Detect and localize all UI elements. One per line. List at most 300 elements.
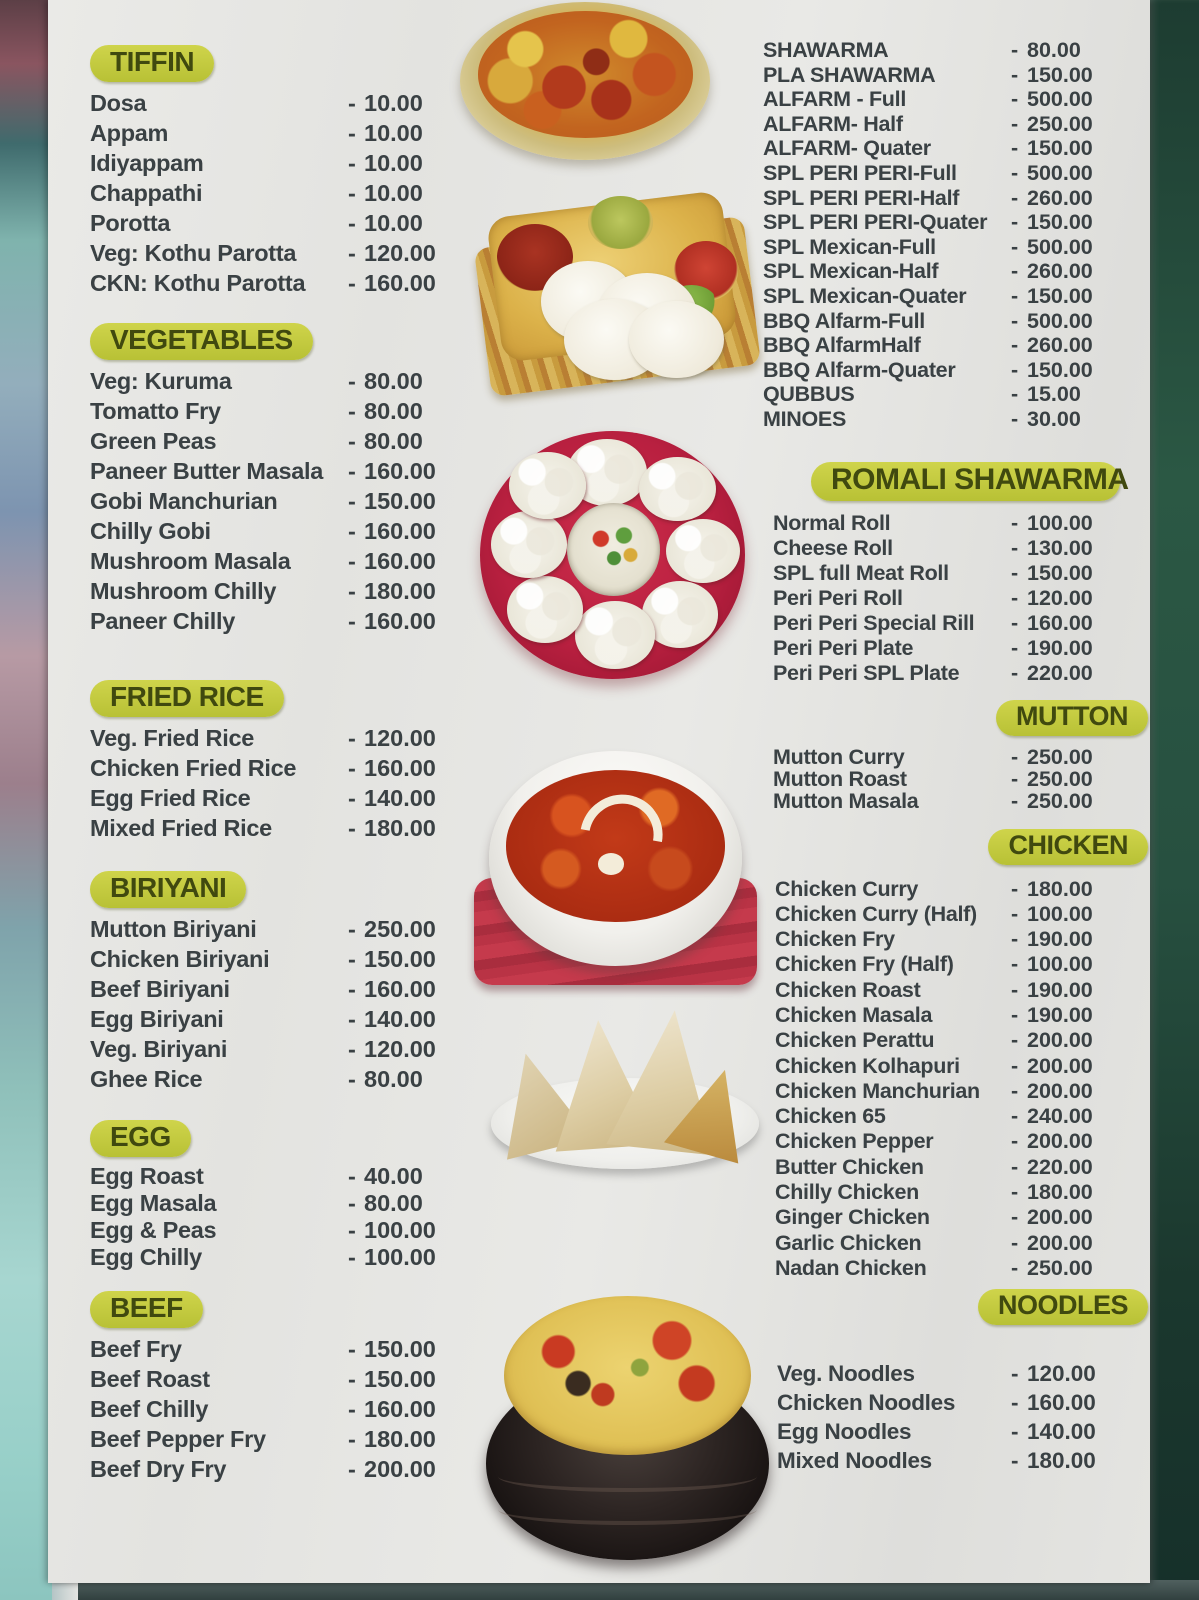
menu-item-egg-roast [90,1163,450,1190]
item-price-group [1011,952,1108,977]
menu-item-cheese-roll [773,536,1108,561]
item-name: BBQ Alfarm-Quater [763,357,956,382]
price-dash: - [348,815,356,841]
menu-item-garlic-chicken [775,1231,1108,1256]
item-name: Egg Noodles [777,1419,912,1445]
price-dash: - [1011,1230,1019,1255]
item-price-group [1011,1359,1108,1388]
menu-item-egg-masala [90,1190,450,1217]
menu-item-mutton-curry [773,746,1108,768]
price-dash: - [1011,1419,1019,1445]
item-price-group [1011,636,1108,661]
item-price: 120.00 [1027,585,1093,610]
menu-item-chicken-fry [775,927,1108,952]
item-price: 240.00 [1027,1104,1093,1129]
item-price: 220.00 [1027,660,1093,685]
item-price-group [348,783,450,813]
item-name: Peri Peri SPL Plate [773,660,960,685]
item-price-group [1011,38,1108,63]
string-hopper [639,457,716,522]
item-name: SHAWARMA [763,38,889,62]
price-dash: - [1011,185,1019,210]
menu-item-spl-peri-peri-quater [763,210,1108,235]
pot-ridge [498,1461,758,1493]
item-price: 150.00 [1027,357,1093,382]
price-dash: - [348,90,356,116]
menu-item-chicken-noodles [777,1388,1108,1417]
item-price-group [348,1244,450,1271]
item-price: 160.00 [364,608,436,634]
price-dash: - [1011,1028,1019,1053]
section-items [763,877,1108,1282]
item-name: Cheese Roll [773,535,893,560]
item-name: Chicken Roast [775,977,921,1002]
item-price: 150.00 [1027,560,1093,585]
price-dash: - [348,398,356,424]
price-dash: - [348,1163,356,1189]
menu-item-mixed-fried-rice [90,813,450,843]
price-dash: - [1011,136,1019,161]
price-dash: - [348,150,356,176]
item-name: Veg. Fried Rice [90,725,254,751]
item-name: Mutton Roast [773,766,907,791]
menu-item-chicken-65 [775,1104,1108,1129]
item-price: 140.00 [364,1006,436,1032]
price-dash: - [1011,283,1019,308]
item-price-group [348,516,450,546]
price-dash: - [1011,635,1019,660]
item-price-group [1011,1417,1108,1446]
item-price-group [1011,746,1108,768]
item-price: 260.00 [1027,333,1093,358]
item-price: 160.00 [1027,610,1093,635]
price-dash: - [1011,333,1019,358]
item-price-group [1011,333,1108,358]
item-price: 100.00 [364,1244,436,1270]
item-price-group [1011,1155,1108,1180]
item-name: Idiyappam [90,150,204,176]
menu-item-chicken-masala [775,1003,1108,1028]
price-dash: - [348,578,356,604]
price-dash: - [1011,1129,1019,1154]
price-dash: - [1011,308,1019,333]
item-name: SPL PERI PERI-Full [763,160,957,185]
menu-item-spl-full-meat-roll [773,561,1108,586]
item-price-group [1011,309,1108,334]
price-dash: - [348,916,356,942]
section-chicken [763,829,1128,1282]
item-price-group [348,426,450,456]
item-price-group [1011,1231,1108,1256]
section-items [90,1163,450,1271]
item-name: Chicken Pepper [775,1129,934,1154]
menu-item-bbq-alfarm-quater [763,358,1108,383]
menu-item-spl-peri-peri-full [763,161,1108,186]
price-dash: - [1011,160,1019,185]
item-price: 160.00 [364,518,436,544]
item-price-group [348,1217,450,1244]
menu-item-chicken-curry [775,877,1108,902]
item-name: QUBBUS [763,382,855,407]
menu-item-mushroom-masala [90,546,450,576]
item-price-group [348,486,450,516]
item-price: 500.00 [1027,87,1093,112]
menu-item-mutton-biriyani [90,914,450,944]
item-name: Paneer Butter Masala [90,458,324,484]
price-dash: - [1011,357,1019,382]
menu-item-beef-chilly [90,1394,450,1424]
item-price: 100.00 [364,1217,436,1243]
price-dash: - [1011,1180,1019,1205]
item-name: Normal Roll [773,510,891,535]
item-price: 250.00 [1027,1255,1093,1280]
menu-item-minoes [763,407,1108,432]
item-price: 200.00 [364,1456,436,1482]
price-dash: - [1011,62,1019,87]
item-price: 140.00 [364,785,436,811]
item-price-group [348,914,450,944]
price-dash: - [348,240,356,266]
price-dash: - [1011,210,1019,235]
item-price-group [1011,1104,1108,1129]
item-name: Mushroom Chilly [90,578,277,604]
item-price: 80.00 [364,1190,423,1216]
item-price: 200.00 [1027,1028,1093,1053]
menu-item-alfarm-half [763,112,1108,137]
item-price: 10.00 [364,90,423,116]
item-price: 150.00 [1027,62,1093,87]
menu-item-mutton-masala [773,790,1108,812]
menu-item-beef-pepper-fry [90,1424,450,1454]
dip-garnish [581,516,647,581]
price-dash: - [1011,1154,1019,1179]
item-name: SPL Mexican-Half [763,259,939,284]
idli [629,301,723,378]
item-name: Chilly Chicken [775,1180,919,1205]
item-price-group [348,1034,450,1064]
section-items [90,723,450,843]
item-price: 160.00 [364,1396,436,1422]
item-name: ALFARM - Full [763,87,906,112]
price-dash: - [348,1190,356,1216]
item-price-group [1011,63,1108,88]
chapati-plate-photo [485,1010,765,1172]
menu-item-chicken-kolhapuri [775,1054,1108,1079]
menu-item-green-peas [90,426,450,456]
item-name: BBQ Alfarm-Full [763,308,925,333]
price-dash: - [348,1217,356,1243]
price-dash: - [348,725,356,751]
item-name: Mutton Curry [773,744,905,769]
section-header-romali-shawarma: ROMALI SHAWARMA [811,462,1120,501]
price-dash: - [1011,560,1019,585]
price-dash: - [348,976,356,1002]
item-price: 180.00 [1027,876,1093,901]
item-name: Egg Roast [90,1163,204,1189]
photo-background-left-strip [0,0,52,1600]
menu-item-ckn-kothu-parotta [90,268,450,298]
price-dash: - [1011,1053,1019,1078]
item-price: 80.00 [364,368,423,394]
item-price-group [1011,136,1108,161]
item-price: 160.00 [1027,1390,1096,1416]
price-dash: - [348,1426,356,1452]
item-price: 120.00 [364,240,436,266]
item-price: 190.00 [1027,977,1093,1002]
string-hopper [509,452,586,519]
item-price: 180.00 [364,578,436,604]
price-dash: - [1011,38,1019,62]
item-price: 120.00 [364,725,436,751]
section-biriyani [90,871,450,1094]
item-name: Chicken Curry [775,876,919,901]
menu-item-spl-peri-peri-half [763,186,1108,211]
green-chutney-bowl [588,196,653,249]
item-name: BBQ AlfarmHalf [763,333,921,358]
item-name: Garlic Chicken [775,1230,922,1255]
item-price-group [348,238,450,268]
menu-item-chicken-fry-half [775,952,1108,977]
idiyappam-plate-photo [480,426,745,684]
section-header-vegetables: VEGETABLES [90,323,313,360]
price-dash: - [348,785,356,811]
item-name: SPL full Meat Roll [773,560,949,585]
item-name: SPL Mexican-Full [763,234,936,259]
section-header-beef: BEEF [90,1291,203,1328]
item-price: 120.00 [364,1036,436,1062]
menu-item-beef-dry-fry [90,1454,450,1484]
item-name: Chicken Masala [775,1002,933,1027]
price-dash: - [1011,259,1019,284]
price-dash: - [1011,766,1019,791]
item-price-group [1011,186,1108,211]
section-items [763,1359,1108,1475]
menu-item-peri-peri-plate [773,636,1108,661]
section-noodles [763,1289,1128,1475]
price-dash: - [348,1244,356,1270]
menu-item-ginger-chicken [775,1205,1108,1230]
item-name: Veg: Kuruma [90,368,232,394]
item-price: 130.00 [1027,535,1093,560]
item-name: Beef Pepper Fry [90,1426,266,1452]
menu-item-chicken-perattu [775,1028,1108,1053]
price-dash: - [348,1006,356,1032]
item-price-group [348,546,450,576]
item-price-group [1011,382,1108,407]
price-dash: - [1011,977,1019,1002]
price-dash: - [1011,406,1019,431]
item-price: 180.00 [1027,1180,1093,1205]
item-price: 140.00 [1027,1419,1096,1445]
item-price-group [348,208,450,238]
item-price-group [348,268,450,298]
item-price: 10.00 [364,120,423,146]
item-price: 100.00 [1027,510,1093,535]
item-price-group [348,974,450,1004]
menu-item-chilly-gobi [90,516,450,546]
item-name: Mixed Fried Rice [90,815,272,841]
item-price: 40.00 [364,1163,423,1189]
item-name: Egg Masala [90,1190,217,1216]
menu-item-egg-fried-rice [90,783,450,813]
menu-item-beef-roast [90,1364,450,1394]
item-price: 200.00 [1027,1078,1093,1103]
price-dash: - [1011,901,1019,926]
menu-left-column [90,45,450,1484]
price-dash: - [1011,876,1019,901]
item-price-group [348,1394,450,1424]
item-name: Peri Peri Roll [773,585,903,610]
item-price-group [1011,1446,1108,1475]
item-name: Mutton Biriyani [90,916,257,942]
price-dash: - [348,120,356,146]
noodles [478,11,693,137]
item-price-group [348,1190,450,1217]
menu-item-chicken-biriyani [90,944,450,974]
biriyani-rice [504,1296,752,1456]
item-name: Chappathi [90,180,203,206]
menu-item-qubbus [763,382,1108,407]
menu-item-alfarm-quater [763,136,1108,161]
price-dash: - [1011,1205,1019,1230]
menu-card [48,0,1150,1583]
item-name: Nadan Chicken [775,1255,927,1280]
price-dash: - [348,1366,356,1392]
item-price-group [348,723,450,753]
menu-item-chilly-chicken [775,1180,1108,1205]
noodles-plate-photo [460,2,710,160]
string-hopper [575,601,655,668]
price-dash: - [1011,111,1019,136]
item-name: Veg: Kothu Parotta [90,240,297,266]
item-price: 100.00 [1027,952,1093,977]
item-name: Paneer Chilly [90,608,235,634]
section-header-noodles: NOODLES [978,1289,1148,1325]
menu-item-veg-kothu-parotta [90,238,450,268]
menu-item-paneer-chilly [90,606,450,636]
item-price-group [1011,877,1108,902]
menu-item-tomatto-fry [90,396,450,426]
item-price: 190.00 [1027,927,1093,952]
price-dash: - [1011,788,1019,813]
menu-item-bbq-alfarm-full [763,309,1108,334]
item-price: 180.00 [364,1426,436,1452]
price-dash: - [1011,660,1019,685]
item-name: Mutton Masala [773,788,919,813]
item-name: ALFARM- Quater [763,136,931,161]
item-name: Chicken Curry (Half) [775,901,977,926]
item-price: 200.00 [1027,1053,1093,1078]
section-items [763,746,1108,812]
price-dash: - [1011,1078,1019,1103]
menu-item-egg-noodles [777,1417,1108,1446]
item-price: 10.00 [364,150,423,176]
price-dash: - [1011,510,1019,535]
item-price: 150.00 [1027,283,1093,308]
item-name: Veg. Noodles [777,1361,915,1387]
menu-item-normal-roll [773,511,1108,536]
item-price-group [348,1163,450,1190]
menu-item-mutton-roast [773,768,1108,790]
photo-background-right-strip [1150,0,1199,1600]
menu-item-chicken-roast [775,978,1108,1003]
price-dash: - [348,1036,356,1062]
item-price: 250.00 [1027,788,1093,813]
string-hopper [666,519,740,584]
item-price-group [348,753,450,783]
menu-item-porotta [90,208,450,238]
item-price-group [1011,1003,1108,1028]
price-dash: - [348,946,356,972]
item-price: 200.00 [1027,1129,1093,1154]
section-egg [90,1120,450,1271]
item-price-group [348,1334,450,1364]
item-price: 220.00 [1027,1154,1093,1179]
pot-ridge [498,1494,758,1526]
menu-item-nadan-chicken [775,1256,1108,1281]
item-name: Appam [90,120,169,146]
price-dash: - [1011,87,1019,112]
menu-item-chappathi [90,178,450,208]
item-price-group [1011,790,1108,812]
item-price-group [1011,407,1108,432]
item-price: 160.00 [364,270,436,296]
section-items [90,1334,450,1484]
item-price-group [1011,1388,1108,1417]
item-price: 250.00 [1027,744,1093,769]
item-price: 500.00 [1027,308,1093,333]
item-price-group [1011,1129,1108,1154]
shawarma-price-list [763,38,1108,432]
price-dash: - [1011,744,1019,769]
item-price-group [1011,358,1108,383]
price-dash: - [348,210,356,236]
menu-item-ghee-rice [90,1064,450,1094]
menu-item-dosa [90,88,450,118]
section-items [763,511,1108,686]
item-price: 250.00 [364,916,436,942]
menu-item-bbq-alfarmhalf [763,333,1108,358]
item-price-group [1011,161,1108,186]
item-name: Beef Fry [90,1336,182,1362]
menu-item-appam [90,118,450,148]
item-price-group [1011,902,1108,927]
item-price-group [1011,1180,1108,1205]
item-price: 500.00 [1027,160,1093,185]
item-name: Chilly Gobi [90,518,211,544]
menu-item-chicken-fried-rice [90,753,450,783]
section-header-chicken: CHICKEN [988,829,1148,865]
menu-right-column [763,38,1129,1475]
item-price-group [348,178,450,208]
string-hopper [491,511,568,578]
price-dash: - [1011,585,1019,610]
item-price-group [1011,1079,1108,1104]
section-header-fried-rice: FRIED RICE [90,680,284,717]
item-price: 160.00 [364,548,436,574]
section-header-biriyani: BIRIYANI [90,871,246,908]
price-dash: - [1011,952,1019,977]
item-name: Chicken Fry [775,927,895,952]
item-price-group [348,944,450,974]
item-price-group [348,88,450,118]
item-price-group [348,813,450,843]
item-price-group [348,1424,450,1454]
item-price-group [1011,87,1108,112]
menu-item-peri-peri-roll [773,586,1108,611]
item-name: MINOES [763,406,847,431]
price-dash: - [1011,1104,1019,1129]
